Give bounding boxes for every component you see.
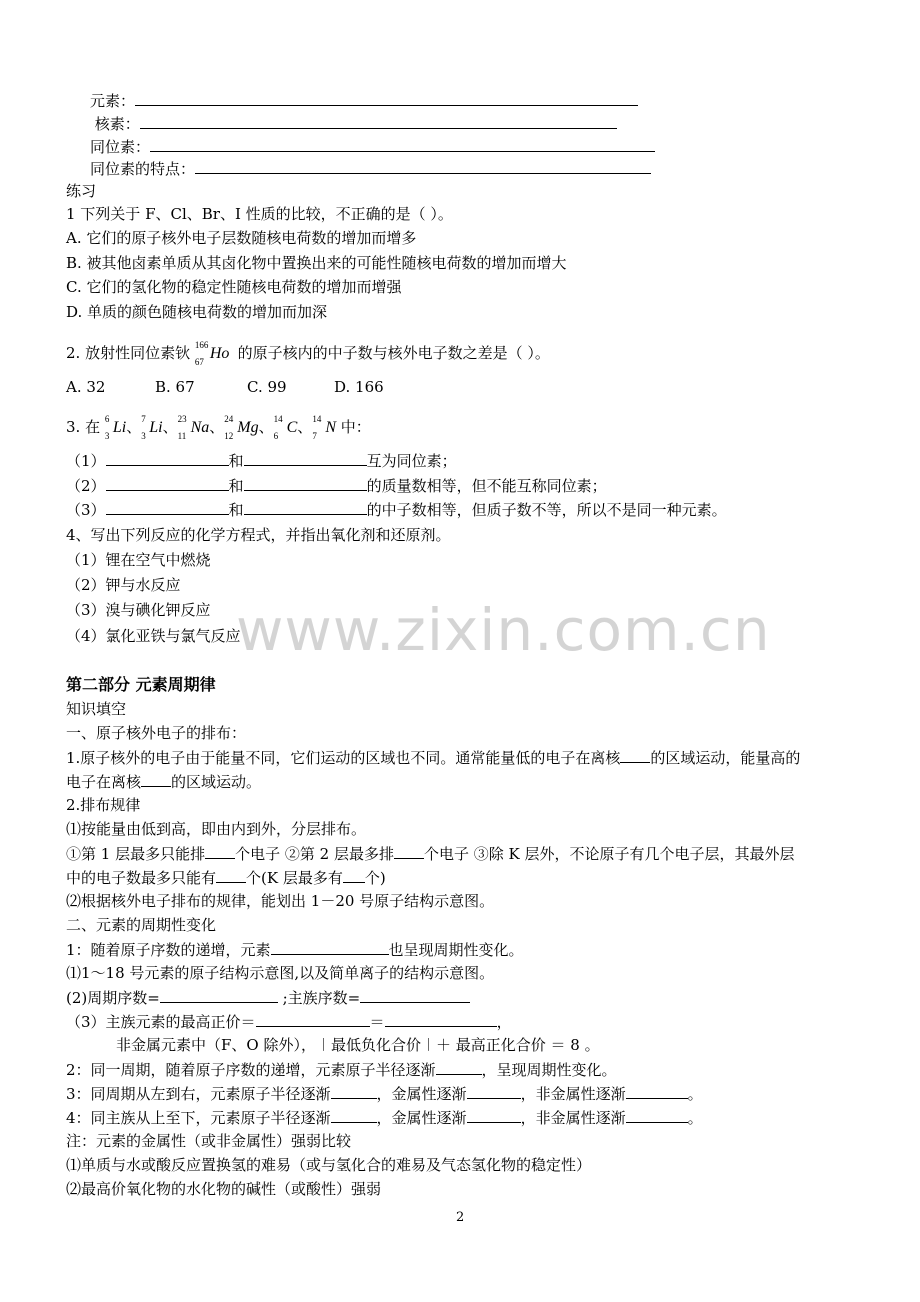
isotope-z: 67	[194, 357, 204, 367]
blank-line	[106, 499, 229, 515]
q3-part2	[66, 475, 607, 496]
page-number: 2	[456, 1210, 465, 1225]
q3-part1-tail: 互为同位素；	[366, 452, 457, 470]
q4-item-2: （2）钾与水反应	[66, 576, 181, 594]
separator: 、	[209, 418, 225, 436]
q4-item-1: （1）锂在空气中燃烧	[66, 551, 211, 569]
isotope-symbol: Ho	[209, 345, 230, 362]
q1-stem: 1 下列关于 F、Cl、Br、I 性质的比较，不正确的是（ ）。	[66, 205, 453, 223]
blank-line	[244, 475, 367, 491]
blank-line	[205, 843, 235, 859]
isotope-symbol: N	[325, 419, 336, 436]
text: 4：同主族从上至下，元素原子半径逐渐	[66, 1109, 331, 1127]
text: 电子在离核	[66, 773, 142, 791]
s2-item-1-1: ⑴1～18 号元素的原子结构示意图,以及简单离子的结构示意图。	[66, 964, 495, 982]
blank-line	[626, 1083, 688, 1099]
isotope-symbol: Na	[190, 419, 210, 436]
s2-item-3	[66, 1083, 703, 1104]
isotope-z: 12	[224, 431, 234, 441]
blank-line	[106, 475, 229, 491]
text: 中的电子数最多只能有	[66, 869, 217, 887]
note-item-2: ⑵最高价氧化物的水化物的碱性（或酸性）强弱	[66, 1180, 382, 1198]
practice-heading: 练习	[66, 182, 97, 200]
isotope-c14	[273, 414, 298, 441]
and-label: 和	[228, 477, 244, 495]
blank-line	[216, 867, 246, 883]
blank-line	[343, 867, 365, 883]
fill-heading: 知识填空	[66, 700, 127, 718]
def-element	[90, 90, 638, 111]
isotope-mass: 14	[273, 414, 283, 424]
text: ①第 1 层最多只能排	[66, 845, 206, 863]
q3-part3	[66, 499, 727, 520]
q3-part2-tail: 的质量数相等，但不能互称同位素；	[366, 477, 607, 495]
q4-item-3: （3）溴与碘化钾反应	[66, 601, 211, 619]
s2-item-1-2	[66, 987, 470, 1008]
q3-part1-label: （1）	[66, 452, 106, 470]
blank-line	[160, 987, 278, 1003]
q2-options	[66, 377, 384, 397]
s2-item-2	[66, 1059, 617, 1080]
text: （3）主族元素的最高正价＝	[66, 1013, 256, 1031]
q2-stem	[66, 340, 550, 367]
s1-item-1-line2	[66, 771, 261, 792]
q4-item-4: （4）氯化亚铁与氯气反应	[66, 627, 241, 645]
blank-line	[150, 136, 655, 152]
text: ，	[496, 1013, 512, 1031]
def-nuclide-label: 核素：	[94, 115, 140, 133]
blank-line	[271, 939, 389, 955]
isotope-mass: 14	[312, 414, 322, 424]
q2-option-b: B. 67	[155, 378, 195, 396]
q1-option-b: B. 被其他卤素单质从其卤化物中置换出来的可能性随核电荷数的增加而增大	[66, 254, 567, 272]
q3-part1	[66, 450, 457, 471]
blank-line	[141, 771, 171, 787]
isotope-z: 3	[104, 431, 110, 441]
section-1-heading: 一、原子核外电子的排布：	[66, 724, 247, 742]
separator: 、	[258, 418, 274, 436]
blank-line	[140, 113, 617, 129]
isotope-mass: 6	[104, 414, 110, 424]
text: 个(K 层最多有	[246, 869, 343, 887]
blank-line	[195, 158, 651, 174]
def-isotope	[90, 136, 655, 157]
text: 1：随着原子序数的递增，元素	[66, 941, 271, 959]
isotope-z: 11	[177, 431, 187, 441]
s2-item-4	[66, 1107, 703, 1128]
isotope-z: 7	[312, 431, 317, 441]
def-isotope-feature	[90, 158, 651, 179]
s2-item-1-3	[66, 1011, 512, 1032]
blank-line	[244, 450, 367, 466]
s1-item-1-line1	[66, 747, 800, 768]
text: 也呈现周期性变化。	[388, 941, 524, 959]
blank-line	[436, 1059, 482, 1075]
def-isotope-label: 同位素：	[90, 138, 151, 156]
text: 个)	[364, 869, 386, 887]
text: ，非金属性逐渐	[520, 1085, 626, 1103]
isotope-n14	[312, 414, 336, 441]
blank-line	[394, 843, 424, 859]
s1-item-2: 2.排布规律	[66, 796, 141, 814]
text: 3：同周期从左到右，元素原子半径逐渐	[66, 1085, 331, 1103]
q1-option-d: D. 单质的颜色随核电荷数的增加而加深	[66, 303, 328, 321]
text: 个电子 ③除 K 层外，不论原子有几个电子层，其最外层	[423, 845, 795, 863]
isotope-mass: 24	[224, 414, 234, 424]
q2-suffix: 的原子核内的中子数与核外电子数之差是（ ）。	[237, 344, 550, 362]
isotope-symbol: Li	[149, 419, 163, 436]
q2-prefix: 2. 放射性同位素钬	[66, 344, 191, 362]
isotope-ho	[194, 340, 233, 367]
and-label: 和	[228, 452, 244, 470]
s2-item-1-3-note: 非金属元素中（F、O 除外），︱最低负化合价︱＋ 最高正化合价 ＝ 8 。	[116, 1036, 600, 1054]
text: (2)周期序数=	[66, 989, 160, 1007]
blank-line	[331, 1083, 377, 1099]
text: ，非金属性逐渐	[520, 1109, 626, 1127]
s1-item-2-1: ⑴按能量由低到高，即由内到外，分层排布。	[66, 820, 367, 838]
isotope-z: 3	[141, 431, 146, 441]
q3-part3-label: （3）	[66, 501, 106, 519]
separator: 、	[126, 418, 142, 436]
blank-line	[385, 1011, 497, 1027]
text: ＝	[369, 1013, 385, 1031]
text: 。	[687, 1109, 703, 1127]
text: ，呈现周期性变化。	[481, 1061, 617, 1079]
def-nuclide	[90, 113, 617, 134]
q2-option-a: A. 32	[66, 378, 106, 396]
s2-item-1	[66, 939, 524, 960]
q1-option-c: C. 它们的氢化物的稳定性随核电荷数的增加而增强	[66, 278, 402, 296]
isotope-z: 6	[273, 431, 279, 441]
q3-part3-tail: 的中子数相等，但质子数不等，所以不是同一种元素。	[366, 501, 727, 519]
blank-line	[256, 1011, 370, 1027]
q3-part2-label: （2）	[66, 477, 106, 495]
text: ，金属性逐渐	[376, 1085, 467, 1103]
def-element-label: 元素：	[90, 92, 136, 110]
q3-prefix: 3. 在	[66, 418, 101, 436]
blank-line	[331, 1107, 377, 1123]
text: 个电子 ②第 2 层最多排	[235, 845, 394, 863]
isotope-li6	[104, 414, 127, 441]
isotope-symbol: Li	[112, 419, 127, 436]
and-label: 和	[228, 501, 244, 519]
section-2-heading: 二、元素的周期性变化	[66, 916, 217, 934]
s1-item-2-2: ⑵根据核外电子排布的规律，能划出 1－20 号原子结构示意图。	[66, 892, 495, 910]
text: 的区域运动。	[171, 773, 262, 791]
q1-option-a: A. 它们的原子核外电子层数随核电荷数的增加而增多	[66, 229, 417, 247]
rule-line2	[66, 867, 386, 888]
def-isotope-feature-label: 同位素的特点：	[90, 160, 196, 178]
rule-line1	[66, 843, 794, 864]
isotope-li7	[141, 414, 163, 441]
q2-option-c: C. 99	[247, 378, 287, 396]
q2-option-d: D. 166	[334, 378, 384, 396]
q4-stem: 4、写出下列反应的化学方程式，并指出氧化剂和还原剂。	[66, 526, 451, 544]
text: 2：同一周期，随着原子序数的递增，元素原子半径逐渐	[66, 1061, 436, 1079]
text: 。	[687, 1085, 703, 1103]
note-heading: 注：元素的金属性（或非金属性）强弱比较	[66, 1132, 352, 1150]
blank-line	[106, 450, 229, 466]
blank-line	[467, 1083, 521, 1099]
q3-stem	[66, 414, 371, 441]
isotope-na23	[177, 414, 210, 441]
isotope-mass: 23	[177, 414, 187, 424]
q3-suffix: 中：	[340, 418, 371, 436]
text: 的区域运动，能量高的	[650, 749, 801, 767]
blank-line	[626, 1107, 688, 1123]
blank-line	[620, 747, 650, 763]
blank-line	[244, 499, 367, 515]
isotope-mg24	[224, 414, 259, 441]
separator: 、	[162, 418, 178, 436]
blank-line	[135, 90, 638, 106]
isotope-symbol: C	[286, 419, 298, 436]
watermark: www.zixin.com.cn	[236, 596, 771, 664]
blank-line	[467, 1107, 521, 1123]
isotope-mass: 166	[194, 340, 209, 350]
part2-title: 第二部分 元素周期律	[66, 675, 216, 694]
text: ，金属性逐渐	[376, 1109, 467, 1127]
isotope-symbol: Mg	[237, 419, 259, 436]
blank-line	[360, 987, 470, 1003]
text: ;主族序数=	[277, 989, 361, 1007]
text: 1.原子核外的电子由于能量不同，它们运动的区域也不同。通常能量低的电子在离核	[66, 749, 621, 767]
separator: 、	[297, 418, 313, 436]
isotope-mass: 7	[141, 414, 146, 424]
note-item-1: ⑴单质与水或酸反应置换氢的难易（或与氢化合的难易及气态氢化物的稳定性）	[66, 1156, 592, 1174]
